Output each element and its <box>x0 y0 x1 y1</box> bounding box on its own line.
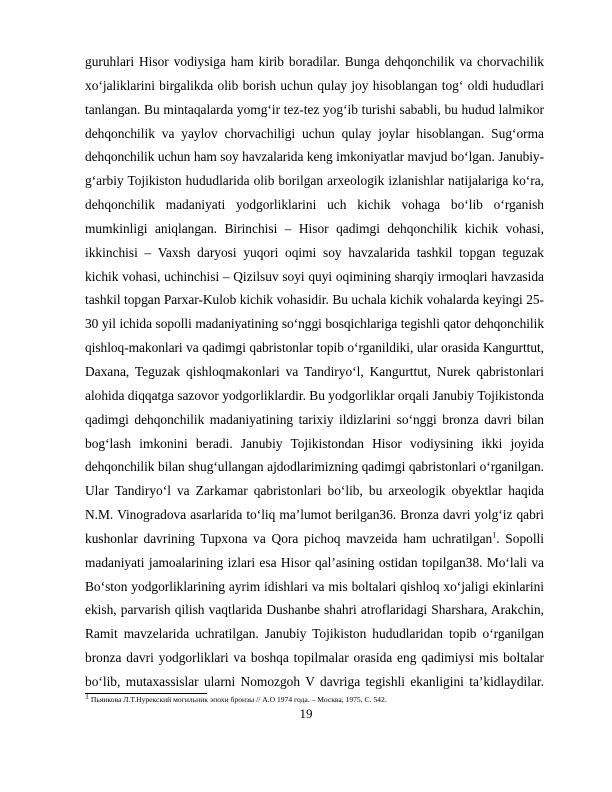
line-text: dehqonchilik madaniyati yodgorliklarini uch kichik vohaga bo‘lib o‘rganish <box>85 197 544 213</box>
body-text <box>85 53 544 691</box>
line-text: tashkil topgan Parxar-Kulob kichik vohasidir. Bu uchala kichik vohalarda keyingi 25- <box>85 292 544 308</box>
paragraph-line <box>85 196 544 214</box>
line-text: . Sopolli <box>496 530 544 546</box>
paragraph-line <box>85 268 544 286</box>
paragraph-line <box>85 554 544 572</box>
line-text: madaniyati jamoalarining izlari esa Hisor qal’asining ostidan topilgan38. Mo‘lali va <box>85 554 544 570</box>
line-text: ekish, parvarish qilish vaqtlarida Dushanbe shahri atroflaridagi Sharshara, Arakchin, <box>85 602 544 618</box>
line-text: qadimgi dehqonchilik madaniyatining tarixiy ildizlarini so‘nggi bronza davri bilan <box>85 411 544 427</box>
line-text: Daxana, Teguzak qishloqmakonlari va Tandiryo‘l, Kangurttut, Nurek qabristonlari <box>85 363 544 379</box>
paragraph-line <box>85 411 544 429</box>
line-text: g‘arbiy Tojikiston hududlarida olib borilgan arxeologik izlanishlar natijalariga ko‘ra, <box>85 173 544 189</box>
footnote-text: Пьянкова Л.Т.Нурекский могильник эпохи бронзы // А.О 1974 года. – Москва, 1975, С. 542. <box>90 695 387 704</box>
line-text: dehqonchilik va yaylov chorvachiligi uchun qulay joylar hisoblangan. Sug‘orma <box>85 125 544 141</box>
paragraph-line <box>85 649 544 667</box>
paragraph-line <box>85 435 544 453</box>
paragraph-line <box>85 244 544 262</box>
paragraph-line <box>85 125 544 143</box>
paragraph-line <box>85 363 544 381</box>
line-text: guruhlari Hisor vodiysiga ham kirib boradilar. Bunga dehqonchilik va chorvachilik <box>85 54 544 69</box>
line-text: xo‘jaliklarini birgalikda olib borish uchun qulay joy hisoblangan tog‘ oldi hududlari <box>85 77 544 93</box>
footnote-reference[interactable]: 1 <box>492 530 497 540</box>
footnote <box>85 691 387 704</box>
paragraph-line <box>85 601 544 619</box>
paragraph-line <box>85 315 544 333</box>
line-text: Ular Tandiryo‘l va Zarkamar qabristonlari bo‘lib, bu arxeologik obyektlar haqida <box>85 483 544 499</box>
line-text: dehqonchilik uchun ham soy havzalarida keng imkoniyatlar mavjud bo‘lgan. Janubiy- <box>85 149 544 165</box>
line-text: Bo‘ston yodgorliklarining ayrim idishlari va mis boltalari qishloq xo‘jaligi ekinlarini <box>85 578 544 594</box>
paragraph-line <box>85 625 544 643</box>
line-text: ikkinchisi – Vaxsh daryosi yuqori oqimi soy havzalarida tashkil topgan teguzak <box>85 244 544 260</box>
paragraph-line <box>85 506 544 524</box>
paragraph-line <box>85 53 544 71</box>
line-text: alohida diqqatga sazovor yodgorliklardir. Bu yodgorliklar orqali Janubiy Tojikistonda <box>85 387 544 403</box>
paragraph-line <box>85 220 544 238</box>
paragraph-line <box>85 458 544 476</box>
paragraph-line <box>85 578 544 596</box>
line-text: bronza davri yodgorliklari va boshqa topilmalar orasida eng qadimiysi mis boltalar <box>85 650 544 666</box>
paragraph-line <box>85 172 544 190</box>
paragraph-line <box>85 530 544 548</box>
paragraph-line <box>85 482 544 500</box>
footnote-number: 1 <box>85 691 89 701</box>
paragraph-line <box>85 291 544 309</box>
page-number: 19 <box>299 706 313 721</box>
line-text: N.M. Vinogradova asarlarida to‘liq ma’lumot berilgan36. Bronza davri yolg‘iz qabri <box>85 507 544 523</box>
paragraph-line <box>85 339 544 357</box>
paragraph-line <box>85 673 544 691</box>
line-text: bo‘lib, mutaxassislar ularni Nomozgoh V davriga tegishli ekanligini ta’kidlaydilar. <box>85 673 544 689</box>
line-text: Ramit mavzelarida uchratilgan. Janubiy Tojikiston hududlaridan topib o‘rganilgan <box>85 626 544 642</box>
paragraph-line <box>85 77 544 95</box>
footnote-divider <box>85 693 207 694</box>
line-text: kichik vohasi, uchinchisi – Qizilsuv soyi quyi oqimining sharqiy irmoqlari havzasida <box>85 268 544 284</box>
line-text: qishloq-makonlari va qadimgi qabristonlar topib o‘rganildiki, ular orasida Kangurttut, <box>85 340 544 356</box>
line-text: tanlangan. Bu mintaqalarda yomg‘ir tez-tez yog‘ib turishi sababli, bu hudud lalmikor <box>85 101 544 117</box>
line-text: mumkinligi aniqlangan. Birinchisi – Hisor qadimgi dehqonchilik kichik vohasi, <box>85 220 544 236</box>
paragraph-line <box>85 387 544 405</box>
paragraph-line <box>85 148 544 166</box>
line-text: dehqonchilik bilan shug‘ullangan ajdodlarimizning qadimgi qabristonlari o‘rganilgan. <box>85 459 544 475</box>
paragraph-line <box>85 101 544 119</box>
line-text: bog‘lash imkonini beradi. Janubiy Tojikistondan Hisor vodiysining ikki joyida <box>85 435 544 451</box>
line-text: kushonlar davrining Tupxona va Qora pichoq mavzeida ham uchratilgan <box>85 530 493 546</box>
line-text: 30 yil ichida sopolli madaniyatining so‘nggi bosqichlariga tegishli qator dehqonchilik <box>85 316 544 332</box>
